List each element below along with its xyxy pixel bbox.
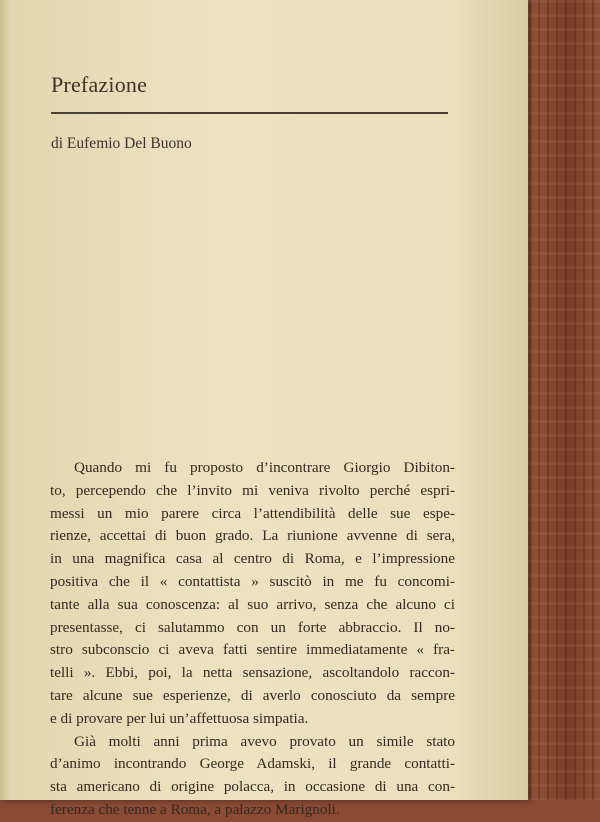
text-line: sta americano di origine polacca, in occasione di una con- <box>50 778 455 796</box>
text-line: tare alcune sue esperienze, di averlo conosciuto da sempre <box>50 686 455 704</box>
text-line: positiva che il « contattista » suscitò in me fu concomi- <box>50 572 455 590</box>
text-line: Già molti anni prima avevo provato un simile stato <box>74 732 455 750</box>
text-line: ferenza che tenne a Roma, a palazzo Marignoli. <box>50 800 340 818</box>
text-line: tante alla sua conoscenza: al suo arrivo, senza che alcuno ci <box>50 595 455 613</box>
text-line: Quando mi fu proposto d’incontrare Giorgio Dibiton- <box>74 459 455 476</box>
text-line: d’animo incontrando George Adamski, il grande contatti- <box>50 755 455 773</box>
text-line: e di provare per lui un’affettuosa simpatia. <box>50 709 309 727</box>
text-line: telli ». Ebbi, poi, la netta sensazione, ascoltandolo raccon- <box>50 664 455 682</box>
author-byline: di Eufemio Del Buono <box>51 135 192 152</box>
text-line: to, percependo che l’invito mi veniva rivolto perché espri- <box>50 481 455 499</box>
preface-body-text <box>50 457 455 822</box>
wooden-table-background <box>520 0 600 800</box>
text-line: rienze, accettai di buon grado. La riunione avvenne di sera, <box>50 527 455 545</box>
page-gutter-shadow <box>0 0 10 800</box>
text-line: in una magnifica casa al centro di Roma, e l’impressione <box>50 550 455 568</box>
text-line: messi un mio parere circa l’attendibilità delle sue espe- <box>50 504 455 522</box>
chapter-title: Prefazione <box>51 72 148 97</box>
title-rule-divider <box>51 112 448 114</box>
text-line: presentasse, ci salutammo con un forte abbraccio. Il no- <box>50 618 455 636</box>
text-line: stro subconscio ci aveva fatti sentire immediatamente « fra- <box>50 641 455 659</box>
